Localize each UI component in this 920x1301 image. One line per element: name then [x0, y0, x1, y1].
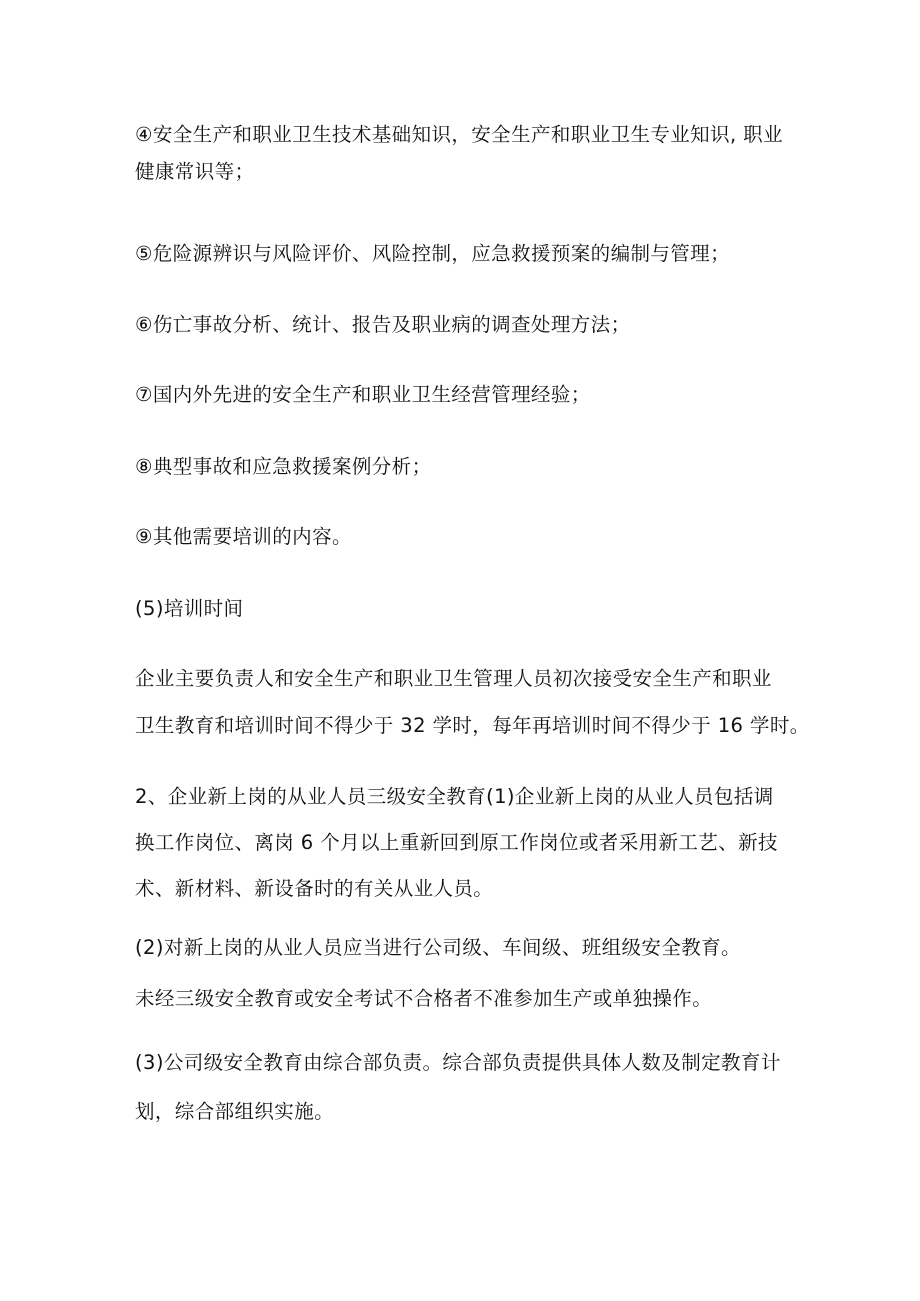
paragraph-line: (3)公司级安全教育由综合部负责。综合部负责提供具体人数及制定教育计 — [135, 1051, 781, 1074]
paragraph-line: ⑥伤亡事故分析、统计、报告及职业病的调查处理方法； — [135, 313, 631, 336]
paragraph-line: ④安全生产和职业卫生技术基础知识，安全生产和职业卫生专业知识, 职业 — [135, 123, 783, 146]
section-heading-training-time — [135, 594, 795, 623]
paragraph-line: ⑦国内外先进的安全生产和职业卫生经营管理经验； — [135, 383, 591, 406]
paragraph-three-level-education — [135, 782, 795, 903]
paragraph-line: ⑤危险源辨识与风险评价、风险控制，应急救援预案的编制与管理； — [135, 242, 730, 265]
paragraph-line: ⑧典型事故和应急救援案例分析； — [135, 455, 432, 478]
paragraph-item-2 — [135, 933, 795, 962]
paragraph-line: ⑨其他需要培训的内容。 — [135, 525, 352, 548]
paragraph-item-7 — [135, 380, 795, 409]
paragraph-line: 换工作岗位、离岗 6 个月以上重新回到原工作岗位或者采用新工艺、新技 — [135, 831, 778, 854]
paragraph-item-6 — [135, 310, 795, 339]
paragraph-item-3 — [135, 1048, 795, 1126]
paragraph-item-5 — [135, 239, 795, 268]
paragraph-line: 2、企业新上岗的从业人员三级安全教育(1)企业新上岗的从业人员包括调 — [135, 785, 774, 808]
paragraph-line: (2)对新上岗的从业人员应当进行公司级、车间级、班组级安全教育。 — [135, 936, 741, 959]
paragraph-item-9 — [135, 522, 795, 551]
paragraph-line: 健康常识等； — [135, 160, 255, 183]
paragraph-line: 未经三级安全教育或安全考试不合格者不准参加生产或单独操作。 — [135, 987, 713, 1010]
paragraph-line: 卫生教育和培训时间不得少于 32 学时，每年再培训时间不得少于 16 学时。 — [135, 714, 810, 737]
paragraph-line: (5)培训时间 — [135, 597, 244, 620]
paragraph-training-hours — [135, 664, 810, 740]
paragraph-item-8 — [135, 452, 795, 481]
paragraph-line: 划，综合部组织实施。 — [135, 1100, 335, 1123]
paragraph-line: 术、新材料、新设备时的有关从业人员。 — [135, 877, 494, 900]
paragraph-no-operation — [135, 984, 795, 1013]
paragraph-line: 企业主要负责人和安全生产和职业卫生管理人员初次接受安全生产和职业 — [135, 667, 772, 690]
paragraph-item-4 — [135, 120, 795, 186]
